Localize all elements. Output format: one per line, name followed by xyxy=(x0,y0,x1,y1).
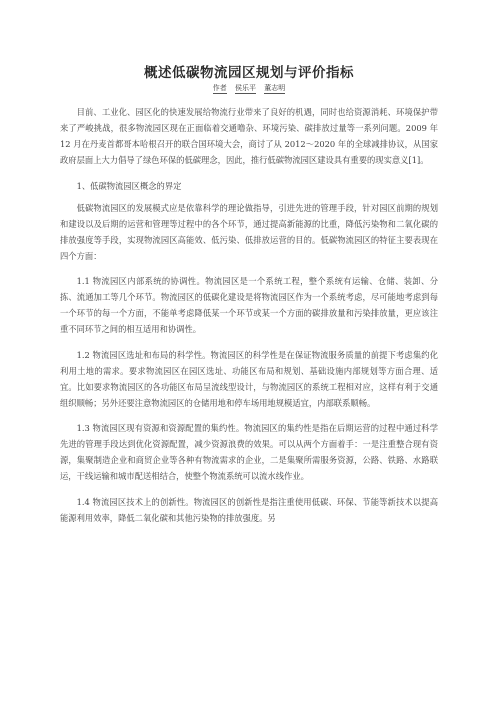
author-label: 作者 xyxy=(212,84,227,92)
document-body xyxy=(60,104,438,526)
body-paragraph: 1.1 物流园区内部系统的协调性。物流园区是一个系统工程，整个系统有运输、仓储、装卸、分拣、流通加工等几个环节。物流园区的低碳化建设是将物流园区作为一个系统考虑，尽可能地考虑到每一个环节的每一个方面，不能单考虑降低某一个环节或某一个方面的碳排放量和污染排放量，更应该注重不同环节之间的相互适用和协调性。 xyxy=(60,276,438,334)
body-paragraph: 1.3 物流园区现有资源和资源配置的集约性。物流园区的集约性是指在后期运营的过程中通过科学先进的管理手段达到优化资源配置，减少资源浪费的效果。可以从两个方面着手：一是注重整合现有资源，集聚制造企业和商贸企业等各种有物流需求的企业，二是集聚所需服务资源，公路、铁路、水路联运，干线运输和城市配送相结合，使整个物流系统可以流水线作业。 xyxy=(60,423,438,481)
body-paragraph: 1.4 物流园区技术上的创新性。物流园区的创新性是指注重使用低碳、环保、节能等新技术以提高能源利用效率，降低二氧化碳和其他污染物的排放强度。另 xyxy=(60,496,438,523)
body-paragraph: 1.2 物流园区选址和布局的科学性。物流园区的科学性是在保证物流服务质量的前提下考虑集约化利用土地的需求。要求物流园区在园区选址、功能区布局和规划、基础设施内部规划等方面合理、适宜。比如要求物流园区的各功能区布局呈流线型设计，与物流园区的系统工程相对应，这样有利于交通组织顺畅；另外还要注意物流园区的仓储用地和停车场用地规模适宜，内部联系顺畅。 xyxy=(60,349,438,408)
document-title: 概述低碳物流园区规划与评价指标 xyxy=(144,65,354,81)
body-paragraph: 低碳物流园区的发展模式应是依靠科学的理论做指导，引进先进的管理手段，针对园区前期的规划和建设以及后期的运营和管理等过程中的各个环节，通过提高新能源的比重，降低污染物和二氧化碳的排放强度等手段，实现物流园区高能效、低污染、低排放运营的目的。低碳物流园区的特征主要表现在四个方面： xyxy=(60,202,438,261)
author-name: 侯乐平 xyxy=(235,84,256,92)
intro-paragraph: 目前、工业化、园区化的快速发展给物流行业带来了良好的机遇，同时也给资源消耗、环境保护带来了严峻挑战，很多物流园区现在正面临着交通噜杂、环境污染、碳排放过量等一系列问题。2009 年 12 月在丹麦首都哥本哈根召开的联合国环境大会，商讨了从 2012～2020 年的全球减排协议，从国家政府层面上大力倡导了绿色环保的低碳理念，因此，推行低碳物流园区建设具有重要的现实意义[1]。 xyxy=(60,107,438,165)
author-name: 董志明 xyxy=(264,84,286,92)
author-line xyxy=(60,83,438,94)
section-heading: 1、低碳物流园区概念的界定 xyxy=(76,180,182,191)
